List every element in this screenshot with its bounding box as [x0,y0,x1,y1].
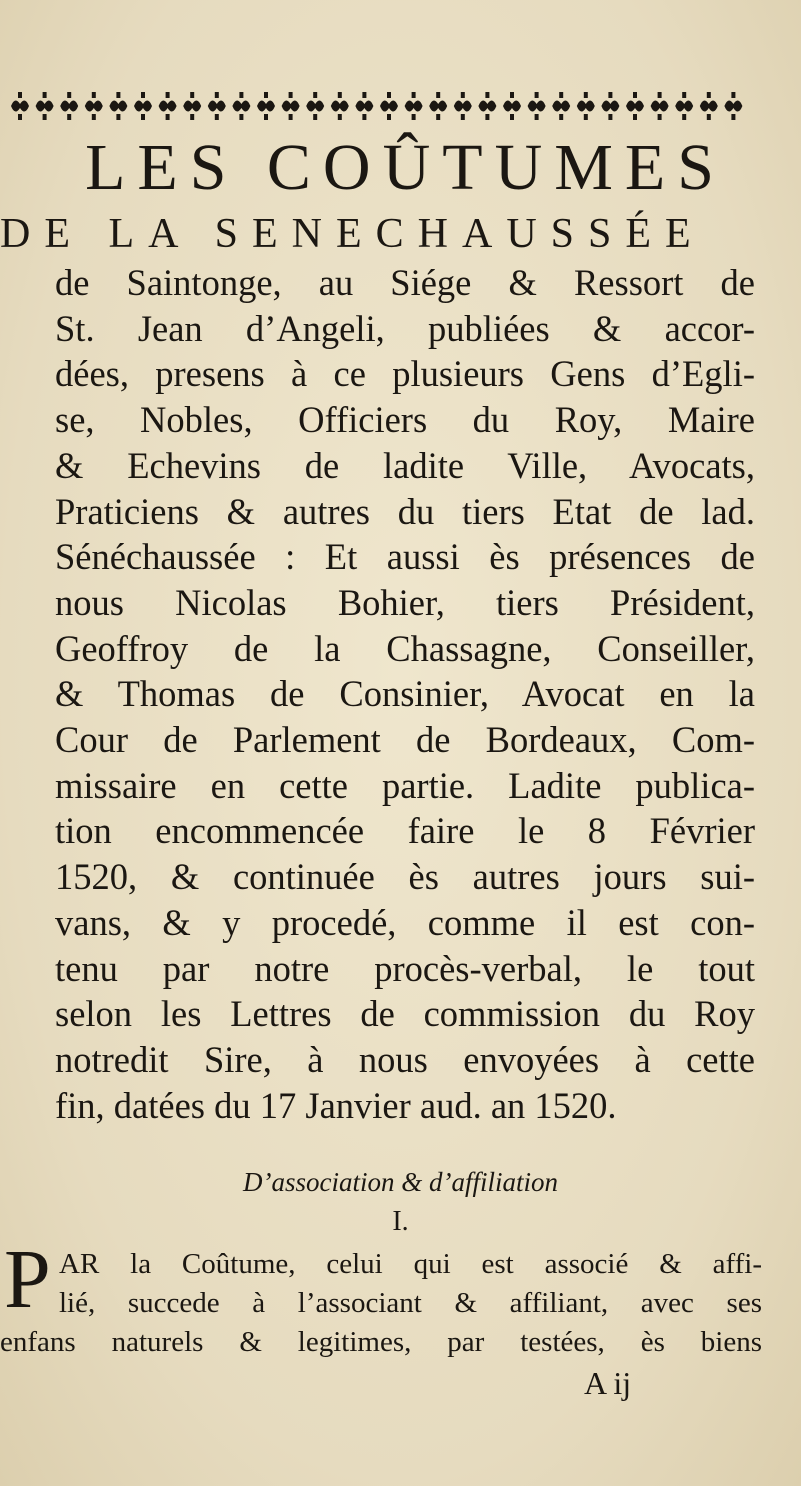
fleuron-icon [183,92,201,120]
drop-cap: P [4,1233,51,1326]
body-line: & Echevins de ladite Ville, Avocats, [55,444,755,486]
body-line: missaire en cette partie. Ladite publica- [55,764,755,806]
fleuron-icon [577,92,595,120]
fleuron-icon [134,92,152,120]
body-line: selon les Lettres de commission du Roy [55,993,755,1035]
fleuron-icon [282,92,300,120]
body-line: 1520, & continuée ès autres jours sui- [55,856,755,898]
body-line: Praticiens & autres du tiers Etat de lad. [55,490,755,532]
fleuron-icon [552,92,570,120]
body-line: tion encommencée faire le 8 Février [55,810,755,852]
body-line: notredit Sire, à nous envoyées à cette [55,1038,755,1080]
article-line-1: AR la Coûtume, celui qui est associé & affi- [59,1248,762,1280]
fleuron-icon [651,92,669,120]
body-line: St. Jean d’Angeli, publiées & accor- [55,307,755,349]
fleuron-icon [700,92,718,120]
signature-mark: A ij [584,1365,632,1401]
fleuron-icon [478,92,496,120]
fleuron-icon [355,92,373,120]
fleuron-icon [626,92,644,120]
fleuron-icon [85,92,103,120]
fleuron-icon [380,92,398,120]
body-line: Geoffroy de la Chassagne, Conseiller, [55,627,755,669]
fleuron-icon [528,92,546,120]
title-line-2: DE LA SENECHAUSSÉE [0,211,705,257]
fleuron-icon [11,92,29,120]
article-line-3: enfans naturels & legitimes, par testées, ès biens [0,1326,762,1358]
title-line-1: LES COÛTUMES [85,131,726,204]
fleuron-icon [405,92,423,120]
fleuron-icon [675,92,693,120]
fleuron-icon [109,92,127,120]
body-line: vans, & y procedé, comme il est con- [55,901,755,943]
body-line: fin, datées du 17 Janvier aud. an 1520. [55,1084,617,1126]
body-line: & Thomas de Consinier, Avocat en la [55,673,755,715]
body-line: Sénéchaussée : Et aussi ès présences de [55,536,755,578]
fleuron-icon [36,92,54,120]
body-paragraph [55,260,755,1128]
fleuron-icon [503,92,521,120]
section-heading: D’association & d’affiliation [243,1167,558,1197]
body-line: se, Nobles, Officiers du Roy, Maire [55,399,755,441]
fleuron-icon [208,92,226,120]
body-line: de Saintonge, au Siége & Ressort de [55,262,755,303]
fleuron-icon [331,92,349,120]
fleuron-icon [429,92,447,120]
body-line: dées, presens à ce plusieurs Gens d’Egli- [55,353,755,395]
fleuron-icon [232,92,250,120]
body-line: tenu par notre procès-verbal, le tout [55,947,755,989]
fleuron-icon [724,92,742,120]
fleuron-icon [454,92,472,120]
article-line-2: lié, succede à l’associant & affiliant, avec ses [59,1287,762,1319]
section-number: I. [392,1206,409,1237]
fleuron-icon [601,92,619,120]
fleuron-icon [306,92,324,120]
fleuron-icon [257,92,275,120]
body-line: Cour de Parlement de Bordeaux, Com- [55,719,755,761]
body-line: nous Nicolas Bohier, tiers Président, [55,581,755,623]
fleuron-icon [159,92,177,120]
fleuron-icon [60,92,78,120]
ornamental-border-icon [8,86,748,126]
